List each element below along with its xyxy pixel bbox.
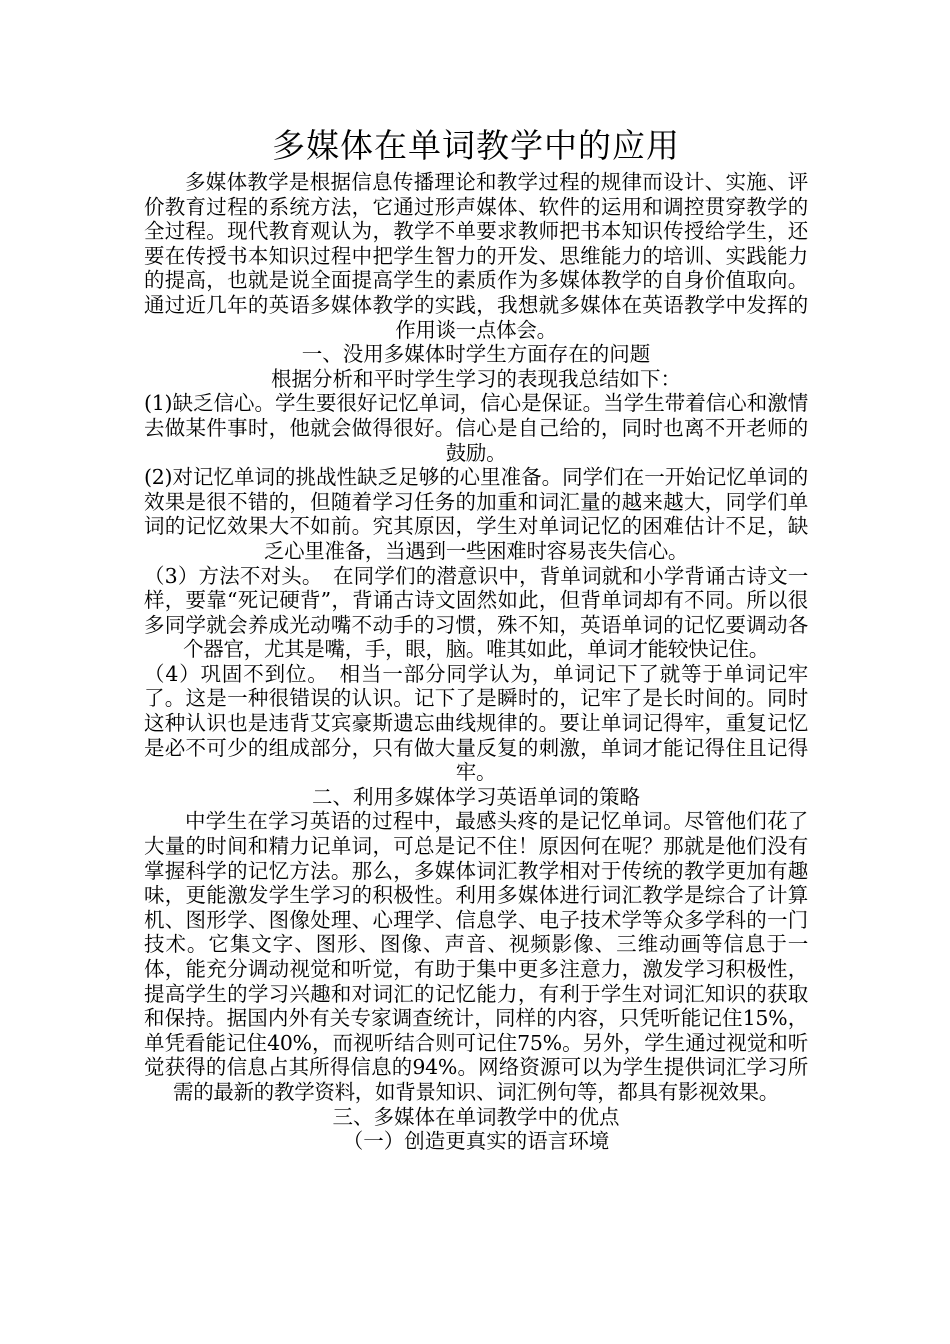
- point-4-paragraph: （4）巩固不到位。 相当一部分同学认为，单词记下了就等于单词记牢了。这是一种很错误的认识。记下了是瞬时的，记牢了是长时间的。同时这种认识也是违背艾宾豪斯遗忘曲线规律的。要让单词记得牢，重复记忆是必不可少的组成部分，只有做大量反复的刺激，单词才能记得住且记得牢。: [144, 661, 808, 785]
- section-3-heading: 三、多媒体在单词教学中的优点: [332, 1104, 620, 1129]
- point-1-paragraph: (1)缺乏信心。学生要很好记忆单词，信心是保证。当学生带着信心和激情去做某件事时，他就会做得很好。信心是自己给的，同时也离不开老师的鼓励。: [144, 391, 808, 465]
- intro-paragraph: 多媒体教学是根据信息传播理论和教学过程的规律而设计、实施、评价教育过程的系统方法，它通过形声媒体、软件的运用和调控贯穿教学的全过程。现代教育观认为，教学不单要求教师把书本知识传授给学生，还要在传授书本知识过程中把学生智力的开发、思维能力的培训、实践能力的提高，也就是说全面提高学生的素质作为多媒体教学的自身价值取向。通过近几年的英语多媒体教学的实践，我想就多媒体在英语教学中发挥的作用谈一点体会。: [144, 170, 808, 342]
- section-1-summary: 根据分析和平时学生学习的表现我总结如下：: [271, 366, 681, 391]
- section-2-body: 中学生在学习英语的过程中，最感头疼的是记忆单词。尽管他们花了大量的时间和精力记单词，可总是记不住！原因何在呢？那就是他们没有掌握科学的记忆方法。那么，多媒体词汇教学相对于传统的教学更加有趣味，更能激发学生学习的积极性。利用多媒体进行词汇教学是综合了计算机、图形学、图像处理、心理学、信息学、电子技术学等众多学科的一门技术。它集文字、图形、图像、声音、视频影像、三维动画等信息于一体，能充分调动视觉和听觉，有助于集中更多注意力，激发学习积极性，提高学生的学习兴趣和对词汇的记忆能力，有利于学生对词汇知识的获取和保持。据国内外有关专家调查统计，同样的内容，只凭听能记住15%，单凭看能记住40%，而视听结合则可记住75%。另外，学生通过视觉和听觉获得的信息占其所得信息的94%。网络资源可以为学生提供词汇学习所需的最新的教学资料，如背景知识、词汇例句等，都具有影视效果。: [144, 809, 808, 1104]
- point-2-paragraph: (2)对记忆单词的挑战性缺乏足够的心里准备。同学们在一开始记忆单词的效果是很不错的，但随着学习任务的加重和词汇量的越来越大，同学们单词的记忆效果大不如前。究其原因，学生对单词记忆的困难估计不足，缺乏心里准备，当遇到一些困难时容易丧失信心。: [144, 465, 808, 563]
- section-2-heading: 二、利用多媒体学习英语单词的策略: [312, 784, 640, 809]
- point-3-paragraph: （3）方法不对头。 在同学们的潜意识中，背单词就和小学背诵古诗文一样，要靠“死记硬背”，背诵古诗文固然如此，但背单词却有不同。所以很多同学就会养成光动嘴不动手的习惯，殊不知，英语单词的记忆要调动各个器官，尤其是嘴，手，眼，脑。唯其如此，单词才能较快记住。: [144, 563, 808, 662]
- section-1-heading: 一、没用多媒体时学生方面存在的问题: [301, 342, 651, 367]
- document-page: [144, 122, 808, 1154]
- section-3-subheading: （一）创造更真实的语言环境: [342, 1129, 610, 1154]
- document-title: 多媒体在单词教学中的应用: [272, 126, 680, 165]
